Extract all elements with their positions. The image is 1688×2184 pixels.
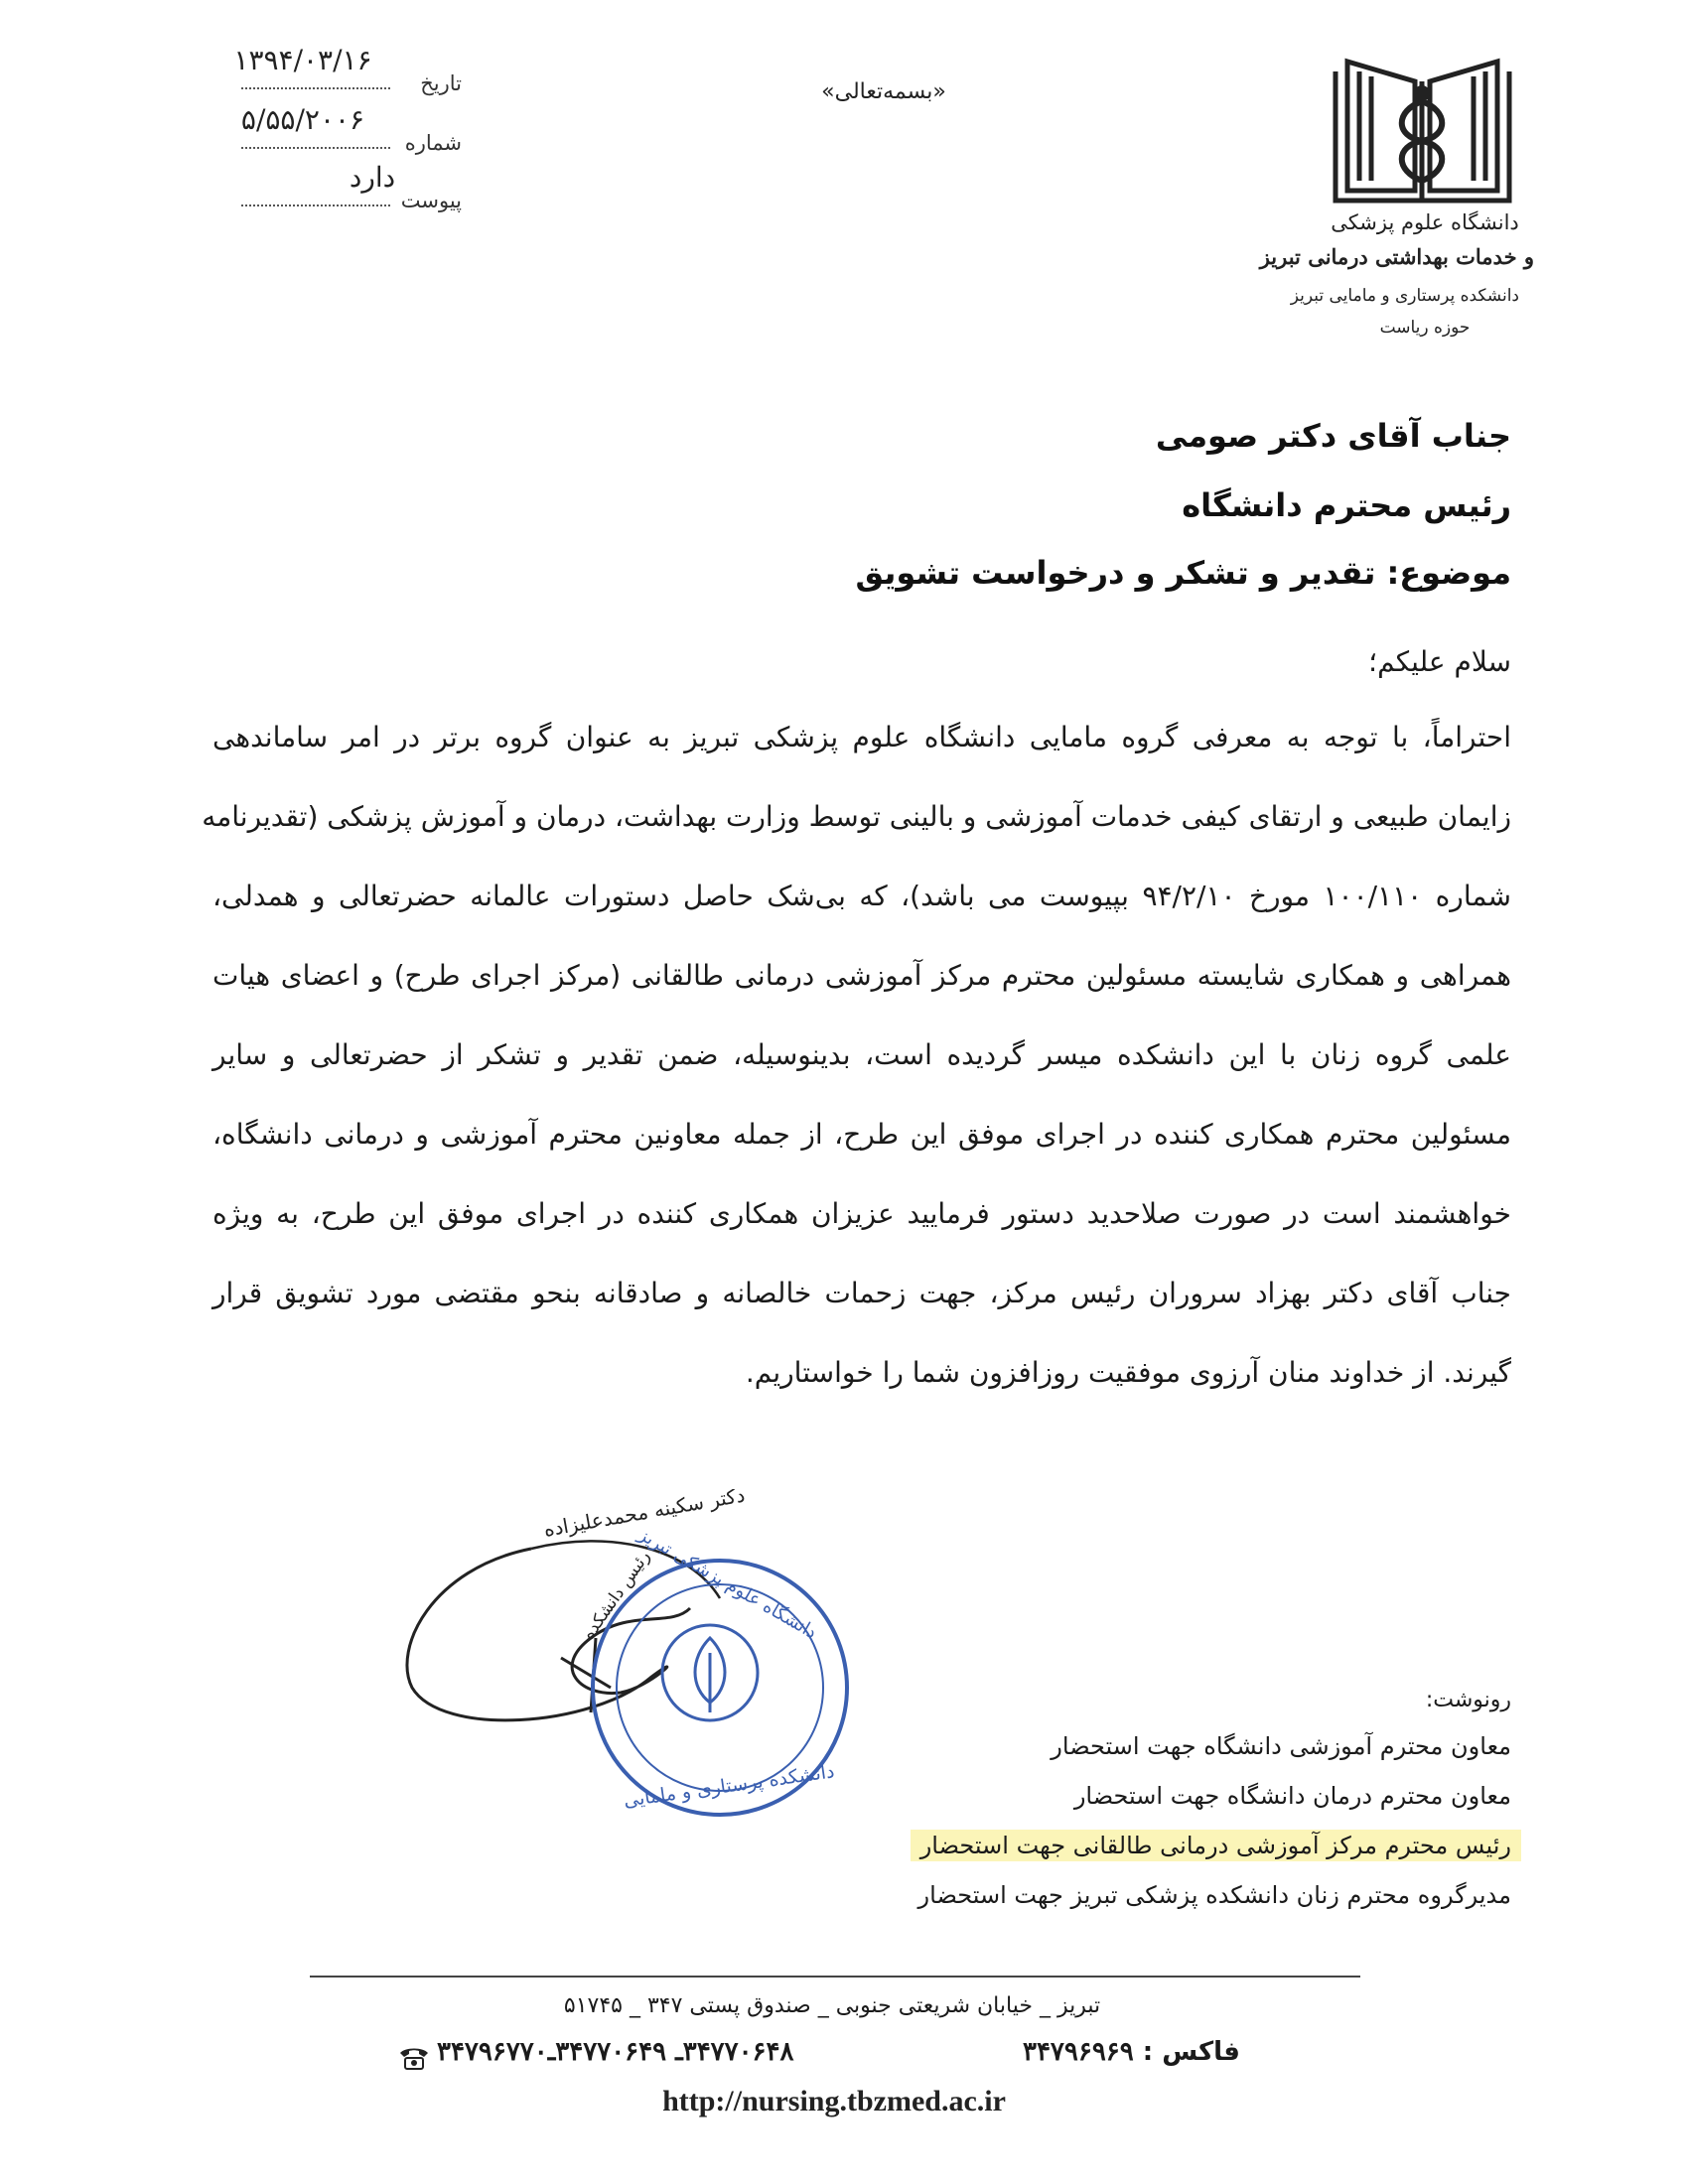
number-label: شماره <box>404 131 462 155</box>
body-line: مسئولین محترم همکاری کننده در اجرای موفق این طرح، از جمله معاونین محترم آموزشی و درمانی دانشگاه، <box>212 1118 1511 1151</box>
footer-address: تبریز _ خیابان شریعتی جنوبی _ صندوق پستی ۳۴۷ _ ۵۱۷۴۵ <box>563 1993 1101 2018</box>
number-dots <box>241 147 390 149</box>
logo-line-2: و خدمات بهداشتی درمانی تبریز <box>1259 244 1534 269</box>
signature-drawing <box>392 1489 889 1866</box>
logo-line-1: دانشگاه علوم پزشکی <box>1331 210 1519 234</box>
signature-name-text: دکتر سکینه محمدعلیزاده <box>541 1489 747 1542</box>
addressee-name: جناب آقای دکتر صومی <box>1155 417 1511 455</box>
bismillah-heading: «بسمه‌تعالی» <box>821 79 946 104</box>
cc-item: معاون محترم آموزشی دانشگاه جهت استحضار <box>1051 1732 1511 1760</box>
date-row <box>204 44 462 97</box>
attachment-dots <box>241 205 390 206</box>
cc-item: مدیرگروه محترم زنان دانشکده پزشکی تبریز جهت استحضار <box>917 1881 1511 1909</box>
fax-number: ۳۴۷۹۶۹۶۹ <box>1023 2037 1134 2067</box>
date-label: تاریخ <box>420 71 462 95</box>
number-row <box>204 103 462 157</box>
body-line: علمی گروه زنان با این دانشکده میسر گردیده است، بدینوسیله، ضمن تقدیر و تشکر از حضرتعالی و سایر <box>212 1038 1511 1071</box>
attachment-label: پیوست <box>400 189 462 212</box>
footer-phones: ۳۴۷۷۰۶۴۸ـ ۳۴۷۷۰۶۴۹ـ۳۴۷۹۶۷۷۰ <box>437 2037 794 2067</box>
stamp-text-bottom: دانشکده پرستاری و مامایی <box>622 1760 836 1812</box>
book-emblem-icon <box>1316 42 1529 210</box>
body-line: همراهی و همکاری شایسته مسئولین محترم مرکز آموزشی درمانی طالقانی (مرکز اجرای طرح) و اعضای هیات <box>212 959 1511 992</box>
signature-stamp <box>392 1489 889 1866</box>
footer-divider <box>310 1976 1360 1978</box>
date-dots <box>241 87 390 89</box>
university-logo <box>1316 42 1529 210</box>
cc-title: رونوشت: <box>1425 1688 1511 1712</box>
cc-item-highlighted <box>911 1832 1511 1859</box>
footer-url[interactable]: http://nursing.tbzmed.ac.ir <box>662 2085 1006 2117</box>
stamp-text-top: دانشگاه علوم پزشکی تبریز <box>634 1524 821 1644</box>
cc-item: معاون محترم درمان دانشگاه جهت استحضار <box>1073 1782 1511 1810</box>
body-line: خواهشمند است در صورت صلاحدید دستور فرمایید عزیزان همکاری کننده در اجرای موفق این طرح، به ویژه <box>212 1197 1511 1230</box>
fax-label: فاکس : <box>1142 2037 1240 2067</box>
letter-subject: موضوع: تقدیر و تشکر و درخواست تشویق <box>855 554 1511 592</box>
addressee-title: رئیس محترم دانشگاه <box>1182 486 1511 524</box>
body-line: جناب آقای دکتر بهزاد سروران رئیس مرکز، جهت زحمات خالصانه و صادقانه بنحو مقتضی مورد تشویق قرار <box>212 1277 1511 1309</box>
body-line: احتراماً، با توجه به معرفی گروه مامایی دانشگاه علوم پزشکی تبریز به عنوان گروه برتر در امر ساماندهی <box>212 721 1511 753</box>
logo-line-4: حوزه ریاست <box>1379 318 1471 338</box>
body-line: زایمان طبیعی و ارتقای کیفی خدمات آموزشی و بالینی توسط وزارت بهداشت، درمان و آموزش پزشکی (تقدیرنامه <box>202 800 1511 833</box>
date-value: ۱۳۹۴/۰۳/۱۶ <box>233 44 372 76</box>
telephone-icon <box>397 2045 431 2071</box>
footer-fax <box>1023 2037 1240 2067</box>
cc-item-text: رئیس محترم مرکز آموزشی درمانی طالقانی جهت استحضار <box>911 1830 1521 1861</box>
greeting: سلام علیکم؛ <box>1368 645 1511 678</box>
attachment-value: دارد <box>349 161 396 194</box>
body-line: شماره ۱۰۰/۱۱۰ مورخ ۹۴/۲/۱۰ بپیوست می باشد)، که بی‌شک حاصل دستورات عالمانه حضرتعالی و همدلی، <box>212 880 1512 912</box>
attachment-row <box>204 161 462 214</box>
number-value: ۵/۵۵/۲۰۰۶ <box>240 103 365 136</box>
logo-line-3: دانشکده پرستاری و مامایی تبریز <box>1290 286 1519 306</box>
body-line: گیرند. از خداوند منان آرزوی موفقیت روزافزون شما را خواستاریم. <box>745 1356 1511 1389</box>
signature-title-text: رئیس دانشکده <box>578 1547 655 1644</box>
